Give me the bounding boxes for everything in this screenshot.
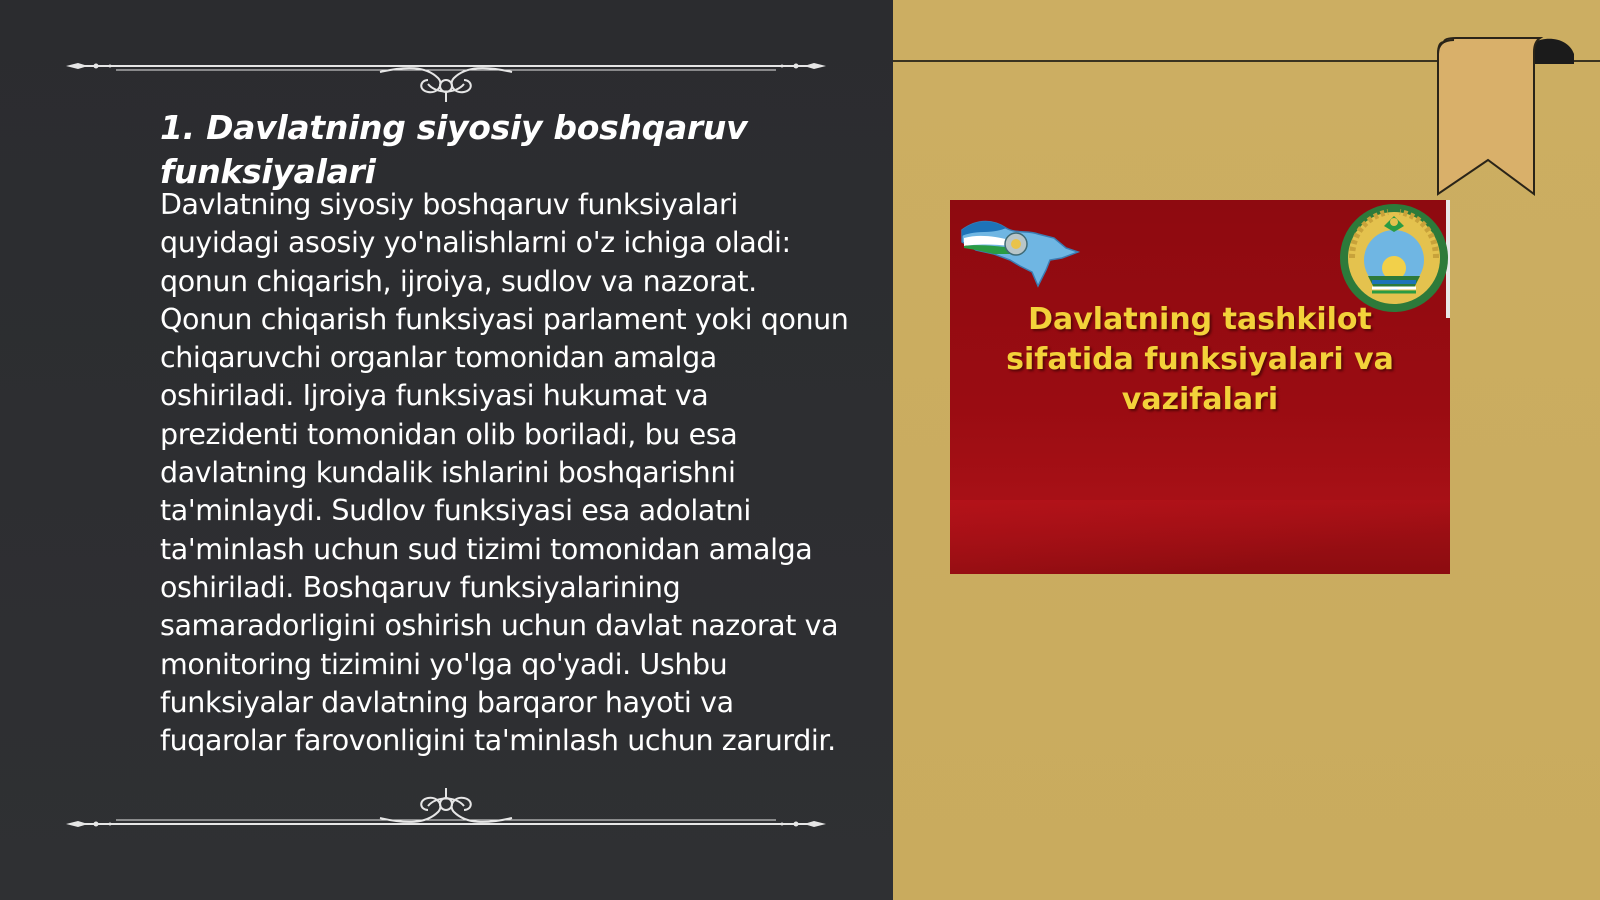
uzbekistan-flag-map-icon: [954, 208, 1080, 288]
picture-title: Davlatning tashkilot sifatida funksiyalari va vazifalari: [1006, 302, 1394, 417]
picture-background-band: [950, 500, 1450, 574]
state-emblem-icon: [1338, 202, 1450, 314]
ornament-divider-bottom: [66, 770, 826, 830]
topic-picture: [950, 200, 1450, 574]
ornament-divider-top: [66, 44, 826, 104]
bookmark-ribbon-icon: [1430, 34, 1574, 198]
slide-title: 1. Davlatning siyosiy boshqaruv funksiyalari: [160, 108, 748, 191]
slide-body-text: Davlatning siyosiy boshqaruv funksiyalari quyidagi asosiy yo'nalishlarni o'z ichiga oladi: qonun chiqarish, ijroiya, sudlov va nazorat. Qonun chiqarish funksiyasi parlament yoki qonun chiqaruvchi organlar tomonidan amalga oshiriladi. Ijroiya funksiyasi hukumat va prezidenti tomonidan olib boriladi, bu esa davlatning kundalik ishlarini boshqarishni ta'minlaydi. Sudlov funksiyasi esa adolatni ta'minlash uchun sud tizimi tomonidan amalga oshiriladi. Boshqaruv funksiyalarining samaradorligini oshirish uchun davlat nazorat va monitoring tizimini yo'lga qo'yadi. Ushbu funksiyalar davlatning barqaror hayoti va fuqarolar farovonligini ta'minlash uchun zarurdir.: [160, 188, 849, 758]
